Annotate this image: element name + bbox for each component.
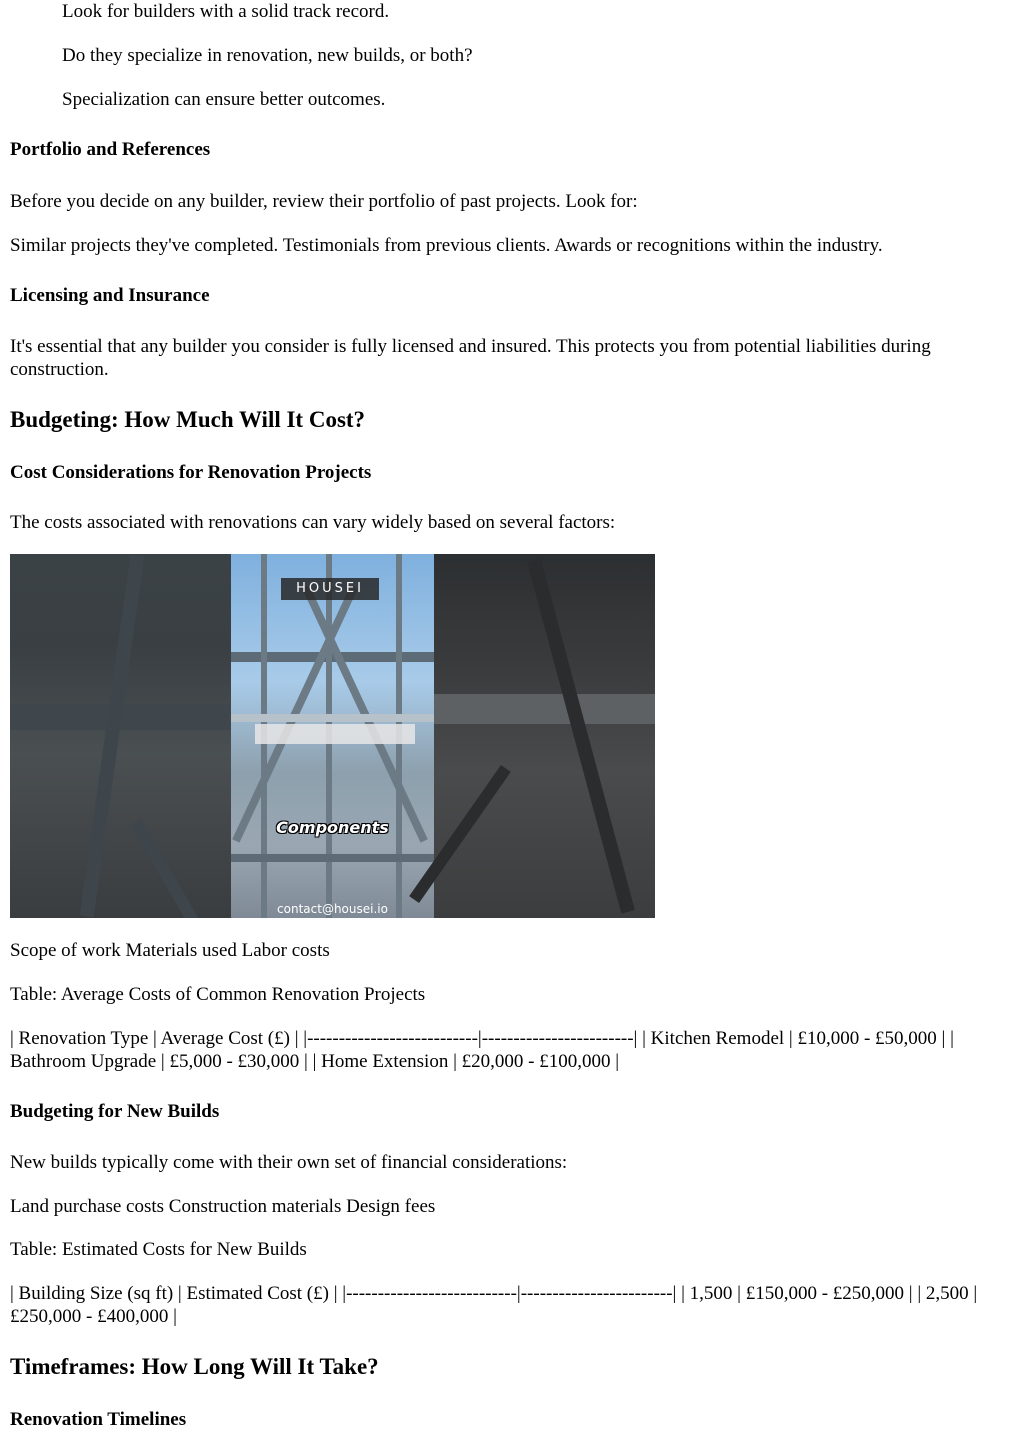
list-item: Look for builders with a solid track record. [62,1,390,22]
heading-timeframes: Timeframes: How Long Will It Take? [10,1354,379,1379]
blurred-overlay [255,724,415,744]
table-raw: | Building Size (sq ft) | Estimated Cost (£) | |---------------------------|------------------------| | 1,500 | £150,000 - £250,000 | | 2,500 | £250,000 - £400,000 | [10,1283,978,1327]
table-raw: | Renovation Type | Average Cost (£) | |---------------------------|------------------------| | Kitchen Remodel | £10,000 - £50,000 | | Bathroom Upgrade | £5,000 - £30,000 | | Home Extension | £20,000 - £100,000 | [10,1028,954,1072]
table-title: Table: Average Costs of Common Renovation Projects [10,984,426,1005]
paragraph: Similar projects they've completed. Testimonials from previous clients. Awards or recognitions within the industry. [10,235,883,256]
list-item: Do they specialize in renovation, new builds, or both? [62,45,473,66]
video-frame [231,554,434,918]
heading-budgeting: Budgeting: How Much Will It Cost? [10,407,366,432]
paragraph: Scope of work Materials used Labor costs [10,940,330,961]
video-thumbnail[interactable] [10,554,655,918]
paragraph: New builds typically come with their own set of financial considerations: [10,1152,568,1173]
heading-portfolio: Portfolio and References [10,139,211,160]
heading-renovation-timelines: Renovation Timelines [10,1409,187,1430]
heading-cost-renovation: Cost Considerations for Renovation Projects [10,462,372,483]
heading-new-builds: Budgeting for New Builds [10,1101,220,1122]
table-title: Table: Estimated Costs for New Builds [10,1239,307,1260]
video-contact: contact@housei.io [277,902,388,916]
video-side-left [10,554,231,918]
paragraph: Before you decide on any builder, review their portfolio of past projects. Look for: [10,191,638,212]
brand-logo: HOUSEI [281,578,379,600]
video-side-right [434,554,655,918]
list-item: Specialization can ensure better outcomes. [62,89,386,110]
heading-licensing: Licensing and Insurance [10,285,210,306]
video-caption: Components [276,818,389,837]
paragraph: It's essential that any builder you consider is fully licensed and insured. This protects you from potential liabilities during construction. [10,336,931,380]
paragraph: The costs associated with renovations can vary widely based on several factors: [10,512,616,533]
paragraph: Land purchase costs Construction materials Design fees [10,1196,436,1217]
